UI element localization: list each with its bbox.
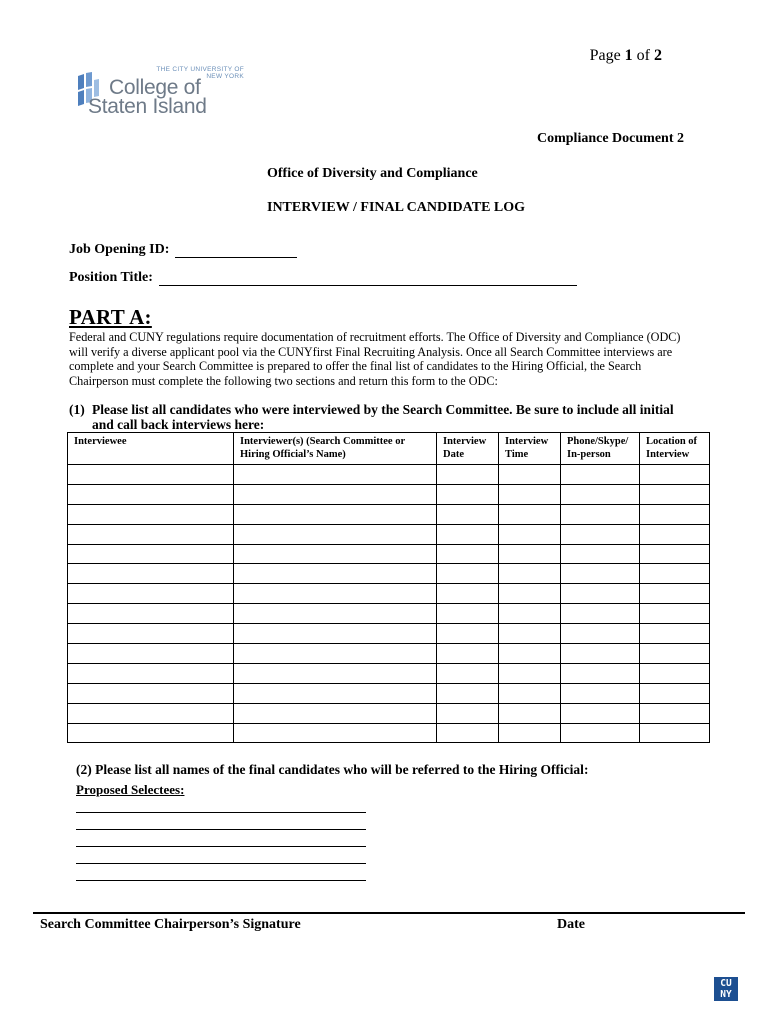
table-cell[interactable] [68, 663, 234, 683]
proposed-selectees-text: Proposed Selectees [76, 782, 181, 797]
table-row [68, 604, 710, 624]
table-row [68, 504, 710, 524]
table-cell[interactable] [68, 604, 234, 624]
table-cell[interactable] [437, 544, 499, 564]
page-total: 2 [654, 47, 662, 64]
table-cell[interactable] [68, 504, 234, 524]
table-cell[interactable] [437, 723, 499, 743]
table-cell[interactable] [499, 644, 561, 664]
compliance-doc-label: Compliance Document 2 [537, 131, 684, 146]
job-opening-label: Job Opening ID: [69, 242, 170, 257]
question-1 [69, 402, 709, 432]
table-cell[interactable] [437, 465, 499, 485]
proposed-selectees-label: Proposed Selectees: [76, 782, 185, 797]
question-2: (2) Please list all names of the final candidates who will be referred to the Hiring Official: [76, 762, 589, 777]
table-cell[interactable] [234, 663, 437, 683]
table-cell[interactable] [561, 663, 640, 683]
page-prefix: Page [589, 47, 621, 64]
table-cell[interactable] [640, 723, 710, 743]
selectee-line[interactable] [76, 880, 366, 881]
table-cell[interactable] [561, 644, 640, 664]
table-cell[interactable] [68, 624, 234, 644]
job-opening-input-line[interactable] [175, 243, 297, 258]
table-cell[interactable] [68, 524, 234, 544]
table-cell[interactable] [437, 663, 499, 683]
table-cell[interactable] [640, 584, 710, 604]
table-cell[interactable] [437, 703, 499, 723]
job-opening-field [69, 242, 297, 258]
table-row [68, 564, 710, 584]
table-cell[interactable] [640, 524, 710, 544]
table-cell[interactable] [640, 644, 710, 664]
question-1-number: (1) [69, 402, 85, 417]
table-cell[interactable] [499, 524, 561, 544]
date-label: Date [557, 917, 585, 932]
table-row [68, 663, 710, 683]
table-cell[interactable] [234, 703, 437, 723]
table-cell[interactable] [499, 703, 561, 723]
table-cell[interactable] [561, 524, 640, 544]
table-row [68, 484, 710, 504]
table-cell[interactable] [561, 584, 640, 604]
table-cell[interactable] [499, 484, 561, 504]
table-cell[interactable] [234, 524, 437, 544]
table-cell[interactable] [499, 564, 561, 584]
table-cell[interactable] [68, 683, 234, 703]
signature-rule [33, 912, 745, 914]
table-cell[interactable] [234, 683, 437, 703]
college-logo [72, 66, 272, 120]
table-row [68, 683, 710, 703]
table-cell[interactable] [68, 703, 234, 723]
table-cell[interactable] [234, 624, 437, 644]
page-current: 1 [624, 47, 633, 64]
interview-log-body [68, 465, 710, 743]
table-cell[interactable] [437, 604, 499, 624]
table-cell[interactable] [68, 484, 234, 504]
table-cell[interactable] [234, 644, 437, 664]
page-number [590, 47, 662, 65]
column-header: Phone/Skype/ In-person [561, 433, 640, 465]
cuny-logo-bottom: NY [720, 989, 732, 1000]
column-header: Interview Time [499, 433, 561, 465]
table-cell[interactable] [234, 604, 437, 624]
table-cell[interactable] [640, 604, 710, 624]
page-of: of [636, 47, 650, 64]
table-cell[interactable] [640, 564, 710, 584]
table-cell[interactable] [437, 524, 499, 544]
table-cell[interactable] [561, 624, 640, 644]
table-row [68, 465, 710, 485]
question-1-line2: and call back interviews here: [92, 417, 265, 432]
position-title-field [69, 270, 577, 286]
chairperson-signature-label: Search Committee Chairperson’s Signature [40, 917, 301, 932]
table-cell[interactable] [561, 504, 640, 524]
table-cell[interactable] [561, 604, 640, 624]
table-cell[interactable] [499, 584, 561, 604]
table-row [68, 544, 710, 564]
part-a-intro: Federal and CUNY regulations require documentation of recruitment efforts. The Office of Diversity and Compliance (ODC) will verify a diverse applicant pool via the CUNYfirst Final Recruiting Analysis. Once all Search Committee interviews are complete and your Search Committee is prepared to offer the final list of candidates to the Hiring Official, the Search Chairperson must complete the following two sections and return this form to the ODC: [69, 330, 681, 388]
column-header: Interviewer(s) (Search Committee or Hiring Official’s Name) [234, 433, 437, 465]
table-cell[interactable] [499, 544, 561, 564]
table-cell[interactable] [437, 484, 499, 504]
table-cell[interactable] [68, 465, 234, 485]
table-cell[interactable] [640, 504, 710, 524]
table-cell[interactable] [437, 504, 499, 524]
table-cell[interactable] [437, 564, 499, 584]
table-cell[interactable] [499, 683, 561, 703]
table-cell[interactable] [561, 723, 640, 743]
table-cell[interactable] [499, 504, 561, 524]
table-row [68, 723, 710, 743]
table-cell[interactable] [640, 624, 710, 644]
table-cell[interactable] [499, 604, 561, 624]
table-cell[interactable] [68, 584, 234, 604]
table-cell[interactable] [561, 465, 640, 485]
position-title-label: Position Title: [69, 270, 153, 285]
part-a-heading: PART A: [69, 305, 152, 329]
table-cell[interactable] [640, 544, 710, 564]
table-cell[interactable] [640, 703, 710, 723]
table-cell[interactable] [499, 465, 561, 485]
selectee-line[interactable] [76, 863, 366, 864]
table-cell[interactable] [437, 683, 499, 703]
table-cell[interactable] [640, 663, 710, 683]
table-cell[interactable] [561, 683, 640, 703]
table-cell[interactable] [437, 584, 499, 604]
table-header-row [68, 433, 710, 465]
office-name: Office of Diversity and Compliance [267, 166, 478, 181]
table-cell[interactable] [234, 564, 437, 584]
selectee-line[interactable] [76, 812, 366, 813]
cuny-logo-icon [714, 977, 738, 1001]
table-row [68, 584, 710, 604]
table-row [68, 624, 710, 644]
column-header: Location of Interview [640, 433, 710, 465]
table-cell[interactable] [234, 504, 437, 524]
question-1-line1: Please list all candidates who were interviewed by the Search Committee. Be sure to include all initial [92, 402, 674, 417]
table-cell[interactable] [234, 484, 437, 504]
table-cell[interactable] [640, 683, 710, 703]
table-cell[interactable] [499, 663, 561, 683]
table-cell[interactable] [68, 544, 234, 564]
selectee-line[interactable] [76, 829, 366, 830]
table-cell[interactable] [640, 465, 710, 485]
table-cell[interactable] [640, 484, 710, 504]
table-cell[interactable] [68, 564, 234, 584]
table-cell[interactable] [561, 564, 640, 584]
table-row [68, 644, 710, 664]
logo-line1: College of [109, 76, 201, 99]
table-cell[interactable] [437, 624, 499, 644]
logo-superscript: THE CITY UNIVERSITY OF NEW YORK [156, 66, 244, 80]
table-cell[interactable] [561, 544, 640, 564]
table-cell[interactable] [499, 723, 561, 743]
position-title-input-line[interactable] [159, 271, 577, 286]
table-cell[interactable] [499, 624, 561, 644]
column-header: Interviewee [68, 433, 234, 465]
table-cell[interactable] [234, 723, 437, 743]
table-cell[interactable] [234, 465, 437, 485]
table-row [68, 524, 710, 544]
cuny-logo-top: CU [720, 978, 732, 989]
table-cell[interactable] [561, 484, 640, 504]
table-row [68, 703, 710, 723]
interview-log-table [67, 432, 710, 743]
table-cell[interactable] [234, 584, 437, 604]
selectee-line[interactable] [76, 846, 366, 847]
table-cell[interactable] [68, 723, 234, 743]
document-title: INTERVIEW / FINAL CANDIDATE LOG [267, 200, 526, 215]
table-cell[interactable] [437, 644, 499, 664]
logo-line2: Staten Island [88, 95, 207, 118]
table-cell[interactable] [234, 544, 437, 564]
table-cell[interactable] [561, 703, 640, 723]
table-cell[interactable] [68, 644, 234, 664]
column-header: Interview Date [437, 433, 499, 465]
